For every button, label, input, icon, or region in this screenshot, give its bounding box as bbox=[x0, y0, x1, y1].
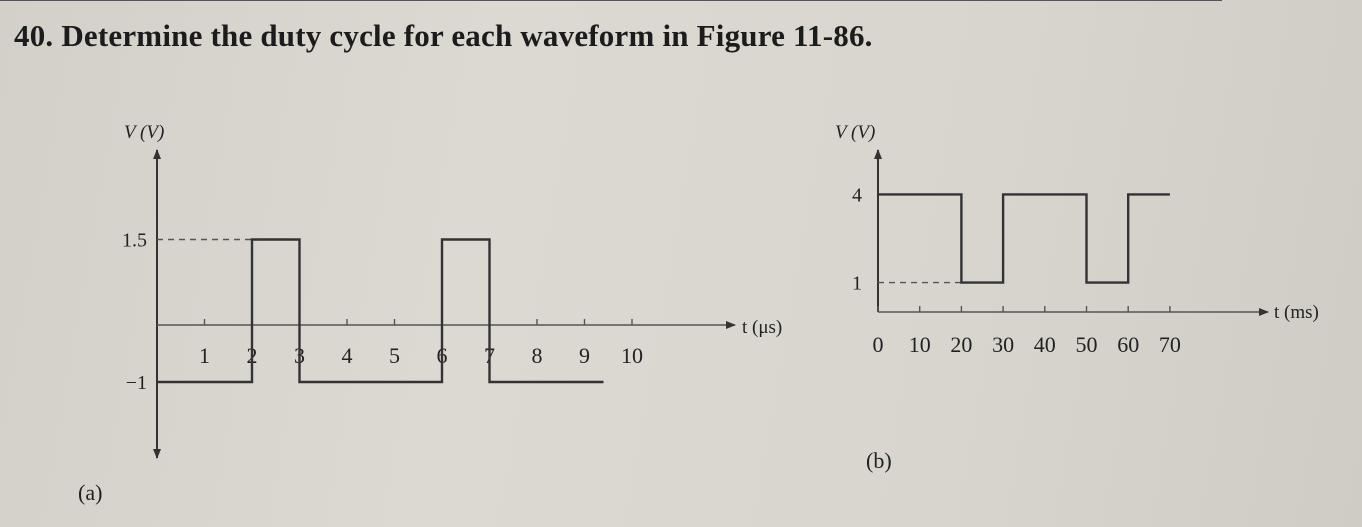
problem-text: Determine the duty cycle for each waveform in Figure 11-86. bbox=[61, 18, 873, 53]
x-tick-label: 0 bbox=[872, 332, 884, 357]
y-tick-label: −1 bbox=[125, 372, 147, 394]
x-axis-title: t (μs) bbox=[742, 317, 783, 338]
x-tick-label: 20 bbox=[950, 332, 973, 357]
x-tick-label: 50 bbox=[1075, 332, 1098, 357]
x-tick-label: 40 bbox=[1033, 332, 1056, 357]
panel-label: (b) bbox=[866, 448, 892, 473]
panel-label: (a) bbox=[78, 480, 103, 505]
x-tick-label: 10 bbox=[908, 332, 931, 357]
x-axis-title: t (ms) bbox=[1274, 302, 1319, 323]
x-tick-label: 1 bbox=[199, 343, 210, 368]
y-tick-label: 1 bbox=[852, 272, 862, 295]
x-tick-label: 9 bbox=[579, 343, 590, 368]
x-tick-label: 3 bbox=[294, 343, 305, 368]
y-axis-title: V (V) bbox=[835, 122, 876, 143]
x-tick-label: 60 bbox=[1117, 332, 1140, 357]
x-tick-label: 5 bbox=[389, 343, 400, 368]
y-tick-label: 4 bbox=[852, 184, 862, 207]
x-tick-label: 30 bbox=[992, 332, 1015, 357]
x-tick-label: 10 bbox=[621, 343, 643, 368]
x-tick-label: 7 bbox=[484, 343, 495, 368]
x-tick-label: 4 bbox=[341, 343, 353, 368]
x-tick-label: 70 bbox=[1158, 332, 1181, 357]
y-axis-title: V (V) bbox=[124, 122, 165, 143]
problem-number: 40. bbox=[14, 18, 54, 53]
x-tick-label: 2 bbox=[246, 343, 258, 368]
chart-a bbox=[78, 122, 782, 505]
waveform-line bbox=[878, 194, 1170, 282]
x-tick-label: 8 bbox=[531, 343, 543, 368]
x-tick-label: 6 bbox=[436, 343, 448, 368]
y-tick-label: 1.5 bbox=[122, 229, 147, 252]
chart-b bbox=[835, 122, 1319, 473]
